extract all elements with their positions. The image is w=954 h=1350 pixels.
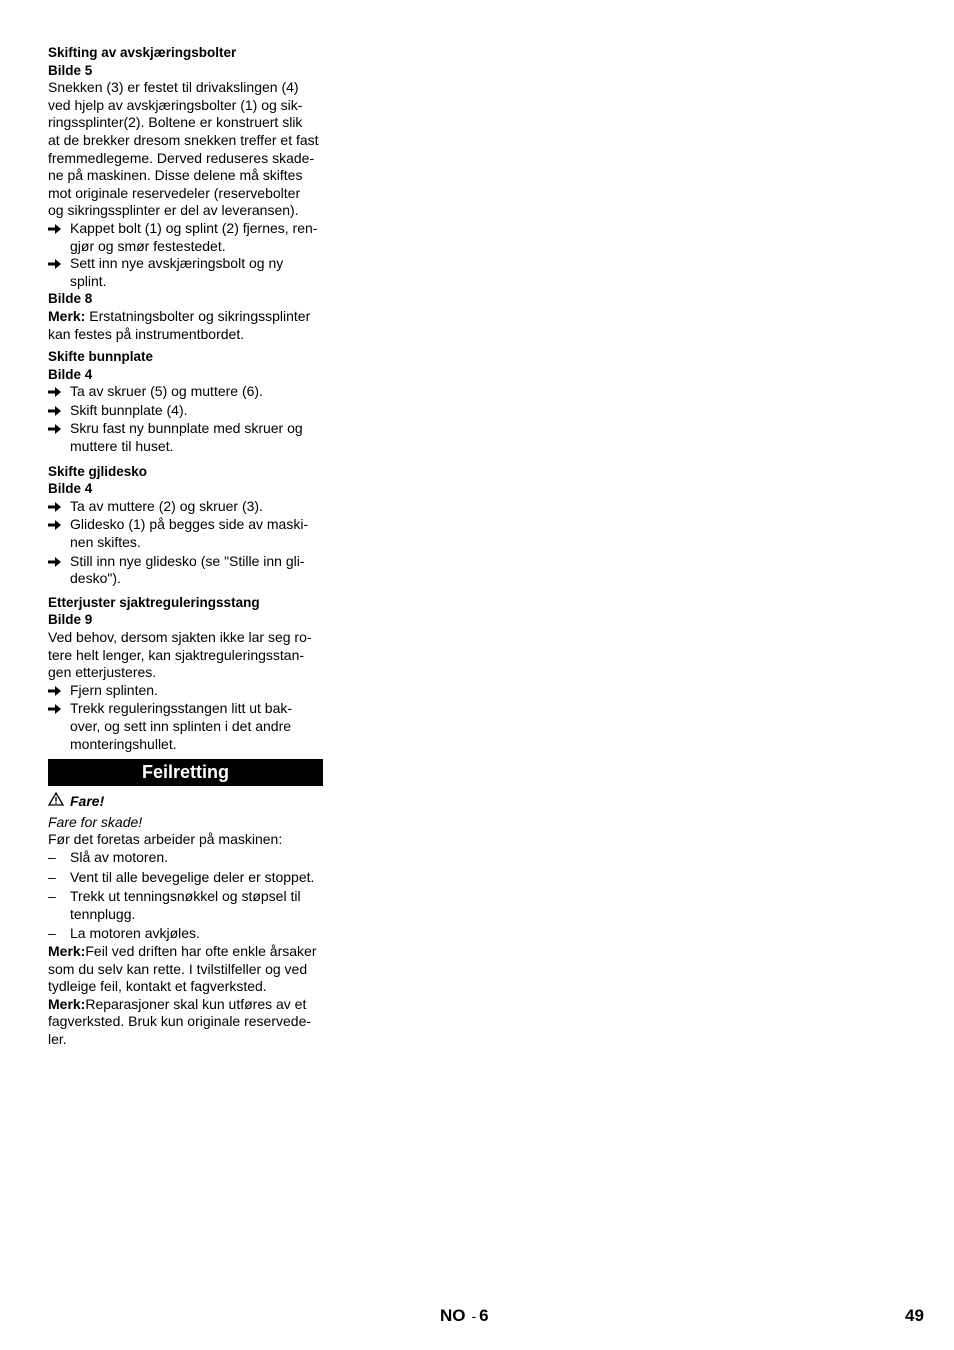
step-item: [48, 420, 323, 455]
chapter-title-bar: Feilretting: [48, 759, 323, 786]
note-text: Erstatningsbolter og sikringssplinter: [85, 307, 311, 324]
body-line: Snekken (3) er festet til drivakslingen (4): [48, 79, 299, 96]
warning-intro: Før det foretas arbeider på maskinen:: [48, 831, 283, 848]
figure-ref: Bilde 9: [48, 612, 93, 628]
list-line: Vent til alle bevegelige deler er stoppet.: [70, 868, 315, 885]
step-item: [48, 383, 323, 401]
list-line: La motoren avkjøles.: [70, 925, 200, 942]
warning-heading: [48, 792, 323, 811]
body-line: at de brekker dresom snekken treffer et fast: [48, 131, 319, 148]
arrow-right-icon: [48, 682, 68, 697]
section-base-plate: [48, 348, 323, 456]
warning-triangle-icon: [48, 792, 64, 811]
step-line: muttere til huset.: [70, 438, 174, 455]
note-label: Merk:: [48, 942, 86, 959]
dash-bullet: –: [48, 848, 56, 865]
arrow-right-icon: [48, 255, 68, 270]
note-text: ler.: [48, 1030, 67, 1047]
arrow-right-icon: [48, 383, 68, 398]
footer-lang: NO: [440, 1306, 466, 1325]
step-line: Skift bunnplate (4).: [70, 401, 188, 418]
footer-section-page: 6: [479, 1306, 489, 1325]
body-line: gen etterjusteres.: [48, 664, 157, 681]
step-item: [48, 402, 323, 420]
footer-page-number: 49: [905, 1306, 924, 1325]
dash-bullet: –: [48, 888, 56, 905]
arrow-right-icon: [48, 498, 68, 513]
section-shear-bolts: [48, 44, 323, 343]
note: [48, 996, 323, 1049]
step-line: gjør og smør festestedet.: [70, 237, 226, 254]
list-item: [48, 925, 323, 943]
figure-ref: Bilde 4: [48, 481, 93, 497]
section-heading: Skifte bunnplate: [48, 349, 154, 365]
list-item: [48, 869, 323, 887]
step-item: [48, 255, 323, 290]
step-item: [48, 682, 323, 700]
note-label: Merk:: [48, 307, 86, 324]
content-column: [48, 44, 323, 1048]
footer-dash: -: [471, 1308, 477, 1324]
warning-block: [48, 792, 323, 943]
step-line: Still inn nye glidesko (se "Stille inn gli-: [70, 552, 305, 569]
list-line: Trekk ut tenningsnøkkel og støpsel til: [70, 888, 301, 905]
figure-ref: Bilde 4: [48, 366, 93, 382]
arrow-right-icon: [48, 553, 68, 568]
body-line: ringssplinter(2). Boltene er konstruert slik: [48, 114, 303, 131]
note-label: Merk:: [48, 995, 86, 1012]
warning-text: Fare for skade!: [48, 813, 143, 830]
body-line: Ved behov, dersom sjakten ikke lar seg ro-: [48, 629, 312, 645]
section-skid-shoes: [48, 463, 323, 588]
step-item: [48, 553, 323, 588]
step-line: Kappet bolt (1) og splint (2) fjernes, ren-: [70, 219, 318, 236]
step-item: [48, 220, 323, 255]
step-line: over, og sett inn splinten i det andre: [70, 717, 292, 734]
list-item: [48, 888, 323, 923]
list-item: [48, 849, 323, 867]
arrow-right-icon: [48, 700, 68, 715]
arrow-right-icon: [48, 402, 68, 417]
note-text: Feil ved driften har ofte enkle årsaker: [85, 942, 317, 959]
note-text: fagverksted. Bruk kun originale reservede-: [48, 1013, 312, 1030]
section-heading: Skifte gjlidesko: [48, 463, 148, 479]
body-line: tere helt lenger, kan sjaktreguleringsstan-: [48, 646, 305, 663]
step-item: [48, 516, 323, 551]
step-line: desko").: [70, 570, 121, 587]
arrow-right-icon: [48, 516, 68, 531]
note: [48, 943, 323, 996]
note-text: som du selv kan rette. I tvilstilfeller og ved: [48, 960, 308, 977]
note-text: Reparasjoner skal kun utføres av et: [85, 995, 307, 1012]
body-line: fremmedlegeme. Derved reduseres skade-: [48, 149, 315, 166]
step-line: Ta av muttere (2) og skruer (3).: [70, 497, 263, 514]
body-line: mot originale reservedeler (reservebolter: [48, 184, 301, 201]
step-line: Trekk reguleringsstangen litt ut bak-: [70, 700, 293, 717]
body-line: ne på maskinen. Disse delene må skiftes: [48, 167, 303, 184]
step-line: Sett inn nye avskjæringsbolt og ny: [70, 255, 284, 272]
arrow-right-icon: [48, 220, 68, 235]
note-text: kan festes på instrumentbordet.: [48, 325, 245, 342]
arrow-right-icon: [48, 420, 68, 435]
section-body: [48, 629, 323, 682]
step-item: [48, 700, 323, 753]
step-line: nen skiftes.: [70, 534, 141, 551]
step-line: Ta av skruer (5) og muttere (6).: [70, 383, 263, 400]
note: [48, 308, 323, 343]
figure-ref: Bilde 8: [48, 291, 93, 307]
step-line: Fjern splinten.: [70, 681, 158, 698]
note-text: tydleige feil, kontakt et fagverksted.: [48, 978, 267, 995]
section-heading: Skifting av avskjæringsbolter: [48, 45, 237, 60]
section-body: [48, 79, 323, 220]
warning-label: Fare!: [70, 792, 105, 809]
step-item: [48, 498, 323, 516]
list-line: tennplugg.: [70, 905, 136, 922]
section-heading: Etterjuster sjaktreguleringsstang: [48, 594, 260, 610]
list-line: Slå av motoren.: [70, 848, 169, 865]
dash-bullet: –: [48, 925, 56, 942]
step-line: Skru fast ny bunnplate med skruer og: [70, 420, 303, 437]
body-line: ved hjelp av avskjæringsbolter (1) og sik-: [48, 96, 303, 113]
step-line: Glidesko (1) på begges side av maski-: [70, 516, 309, 533]
dash-bullet: –: [48, 868, 56, 885]
body-line: og sikringssplinter er del av leveransen).: [48, 202, 299, 219]
figure-ref: Bilde 5: [48, 62, 93, 78]
step-line: splint.: [70, 272, 107, 289]
footer-section-code: [440, 1306, 489, 1326]
step-line: monteringshullet.: [70, 735, 177, 752]
section-chute-rod: [48, 594, 323, 753]
